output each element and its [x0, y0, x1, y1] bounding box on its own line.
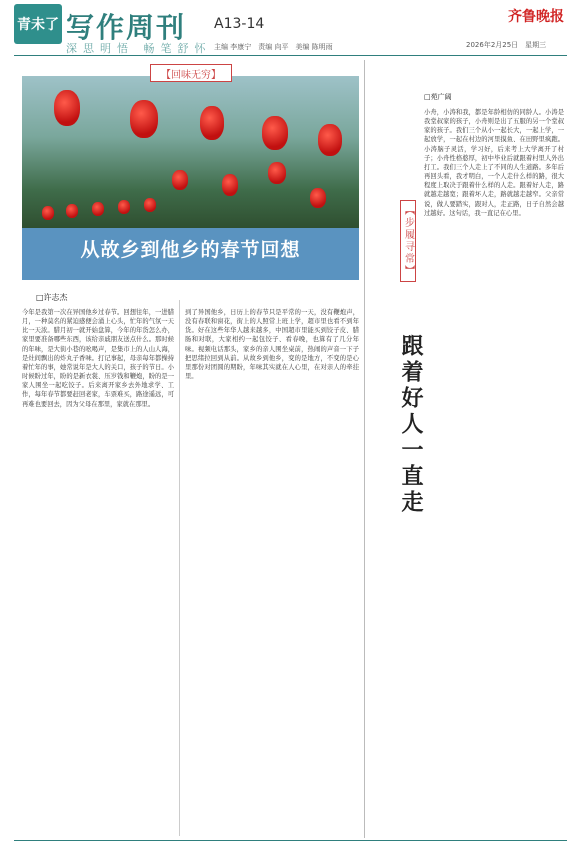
column-tag-bulv: 【步履寻常】	[400, 200, 416, 282]
issue-date: 2026年2月25日 星期三	[466, 41, 547, 49]
side-article-author: □苑广阔	[424, 93, 452, 101]
article-body-col2: 到了异国他乡，日历上的春节只是平常的一天，没有鞭炮声，没有春联和窗花，街上的人照常上班上学，超市里也看不到年货。好在这些年华人越来越多，中国超市里能买到饺子皮、腊肠和对联，大家相约一起包饺子、看春晚，也算有了几分年味。视频电话那头，家乡的亲人围坐桌前，热闹的声音一下子把思绪拉回到从前。从故乡到他乡，变的是地方，不变的是心里那份对团圆的期盼，年味其实就在人心里，在对亲人的牵挂里。	[185, 309, 359, 381]
header-divider	[14, 55, 567, 56]
footer-divider	[14, 840, 567, 841]
section-logo: 青未了	[14, 4, 62, 44]
page-number: A13-14	[214, 16, 265, 32]
section-title: 写作周刊	[66, 11, 187, 44]
side-headline: 跟着好人一直走	[398, 334, 424, 516]
article-body-col1: 今年是我第一次在异国他乡过春节。回想往年，一进腊月，一种莫名的紧迫感便会涌上心头，忙年的气氛一天比一天浓。腊月初一就开始盘算，今年的年货怎么办，家里要准备哪些东西，该给亲戚朋友送点什么。那时候的年味，是大街小巷的吆喝声，是集市上的人山人海，是灶间飘出的炸丸子香味。打记事起，母亲每年都操持着忙年的事，她常说年是大人的关口，孩子的节日。小时候盼过年，盼的是新衣裳、压岁钱和鞭炮，盼的是一家人围坐一起吃饺子。后来离开家乡去外地求学、工作，每年春节都要赶回老家，车票难买，路途遥远，可再难也要回去，因为父母在那里，家就在那里。	[22, 309, 174, 408]
article-author: □许志杰	[36, 293, 68, 302]
page-divider	[364, 60, 365, 838]
column-divider	[179, 300, 180, 836]
editor-credits: 主编 李康宁 责编 向平 美编 陈明雨	[214, 43, 333, 51]
side-article-body: 小舟，小涛和我，都是年龄相仿的同龄人。小涛是我堂叔家的孩子，小舟则是出了五服的另一个堂叔家的孩子。我们三个从小一起长大，一起上学，一起放学，一起在村边的河里摸鱼、在田野里疯跑。小涛脑子灵活，学习好，后来考上大学离开了村子；小舟性格憨厚，初中毕业后就跟着村里人外出打工。我们三个人走上了不同的人生道路。多年后再回头看，我才明白，一个人走什么样的路，很大程度上取决于跟着什么样的人走。跟着好人走，路就越走越宽；跟着坏人走，路就越走越窄。父亲常说，做人要踏实，跟对人，走正路，日子自然会越过越好。这句话，我一直记在心里。	[424, 109, 564, 217]
lantern-photo	[22, 76, 359, 228]
newspaper-brand: 齐鲁晚报	[508, 9, 564, 25]
article-headline: 从故乡到他乡的春节回想	[80, 239, 301, 261]
column-tag-huiwei: 【回味无穷】	[150, 64, 232, 82]
section-slogan: 深思明悟 畅笔舒怀	[66, 42, 212, 55]
